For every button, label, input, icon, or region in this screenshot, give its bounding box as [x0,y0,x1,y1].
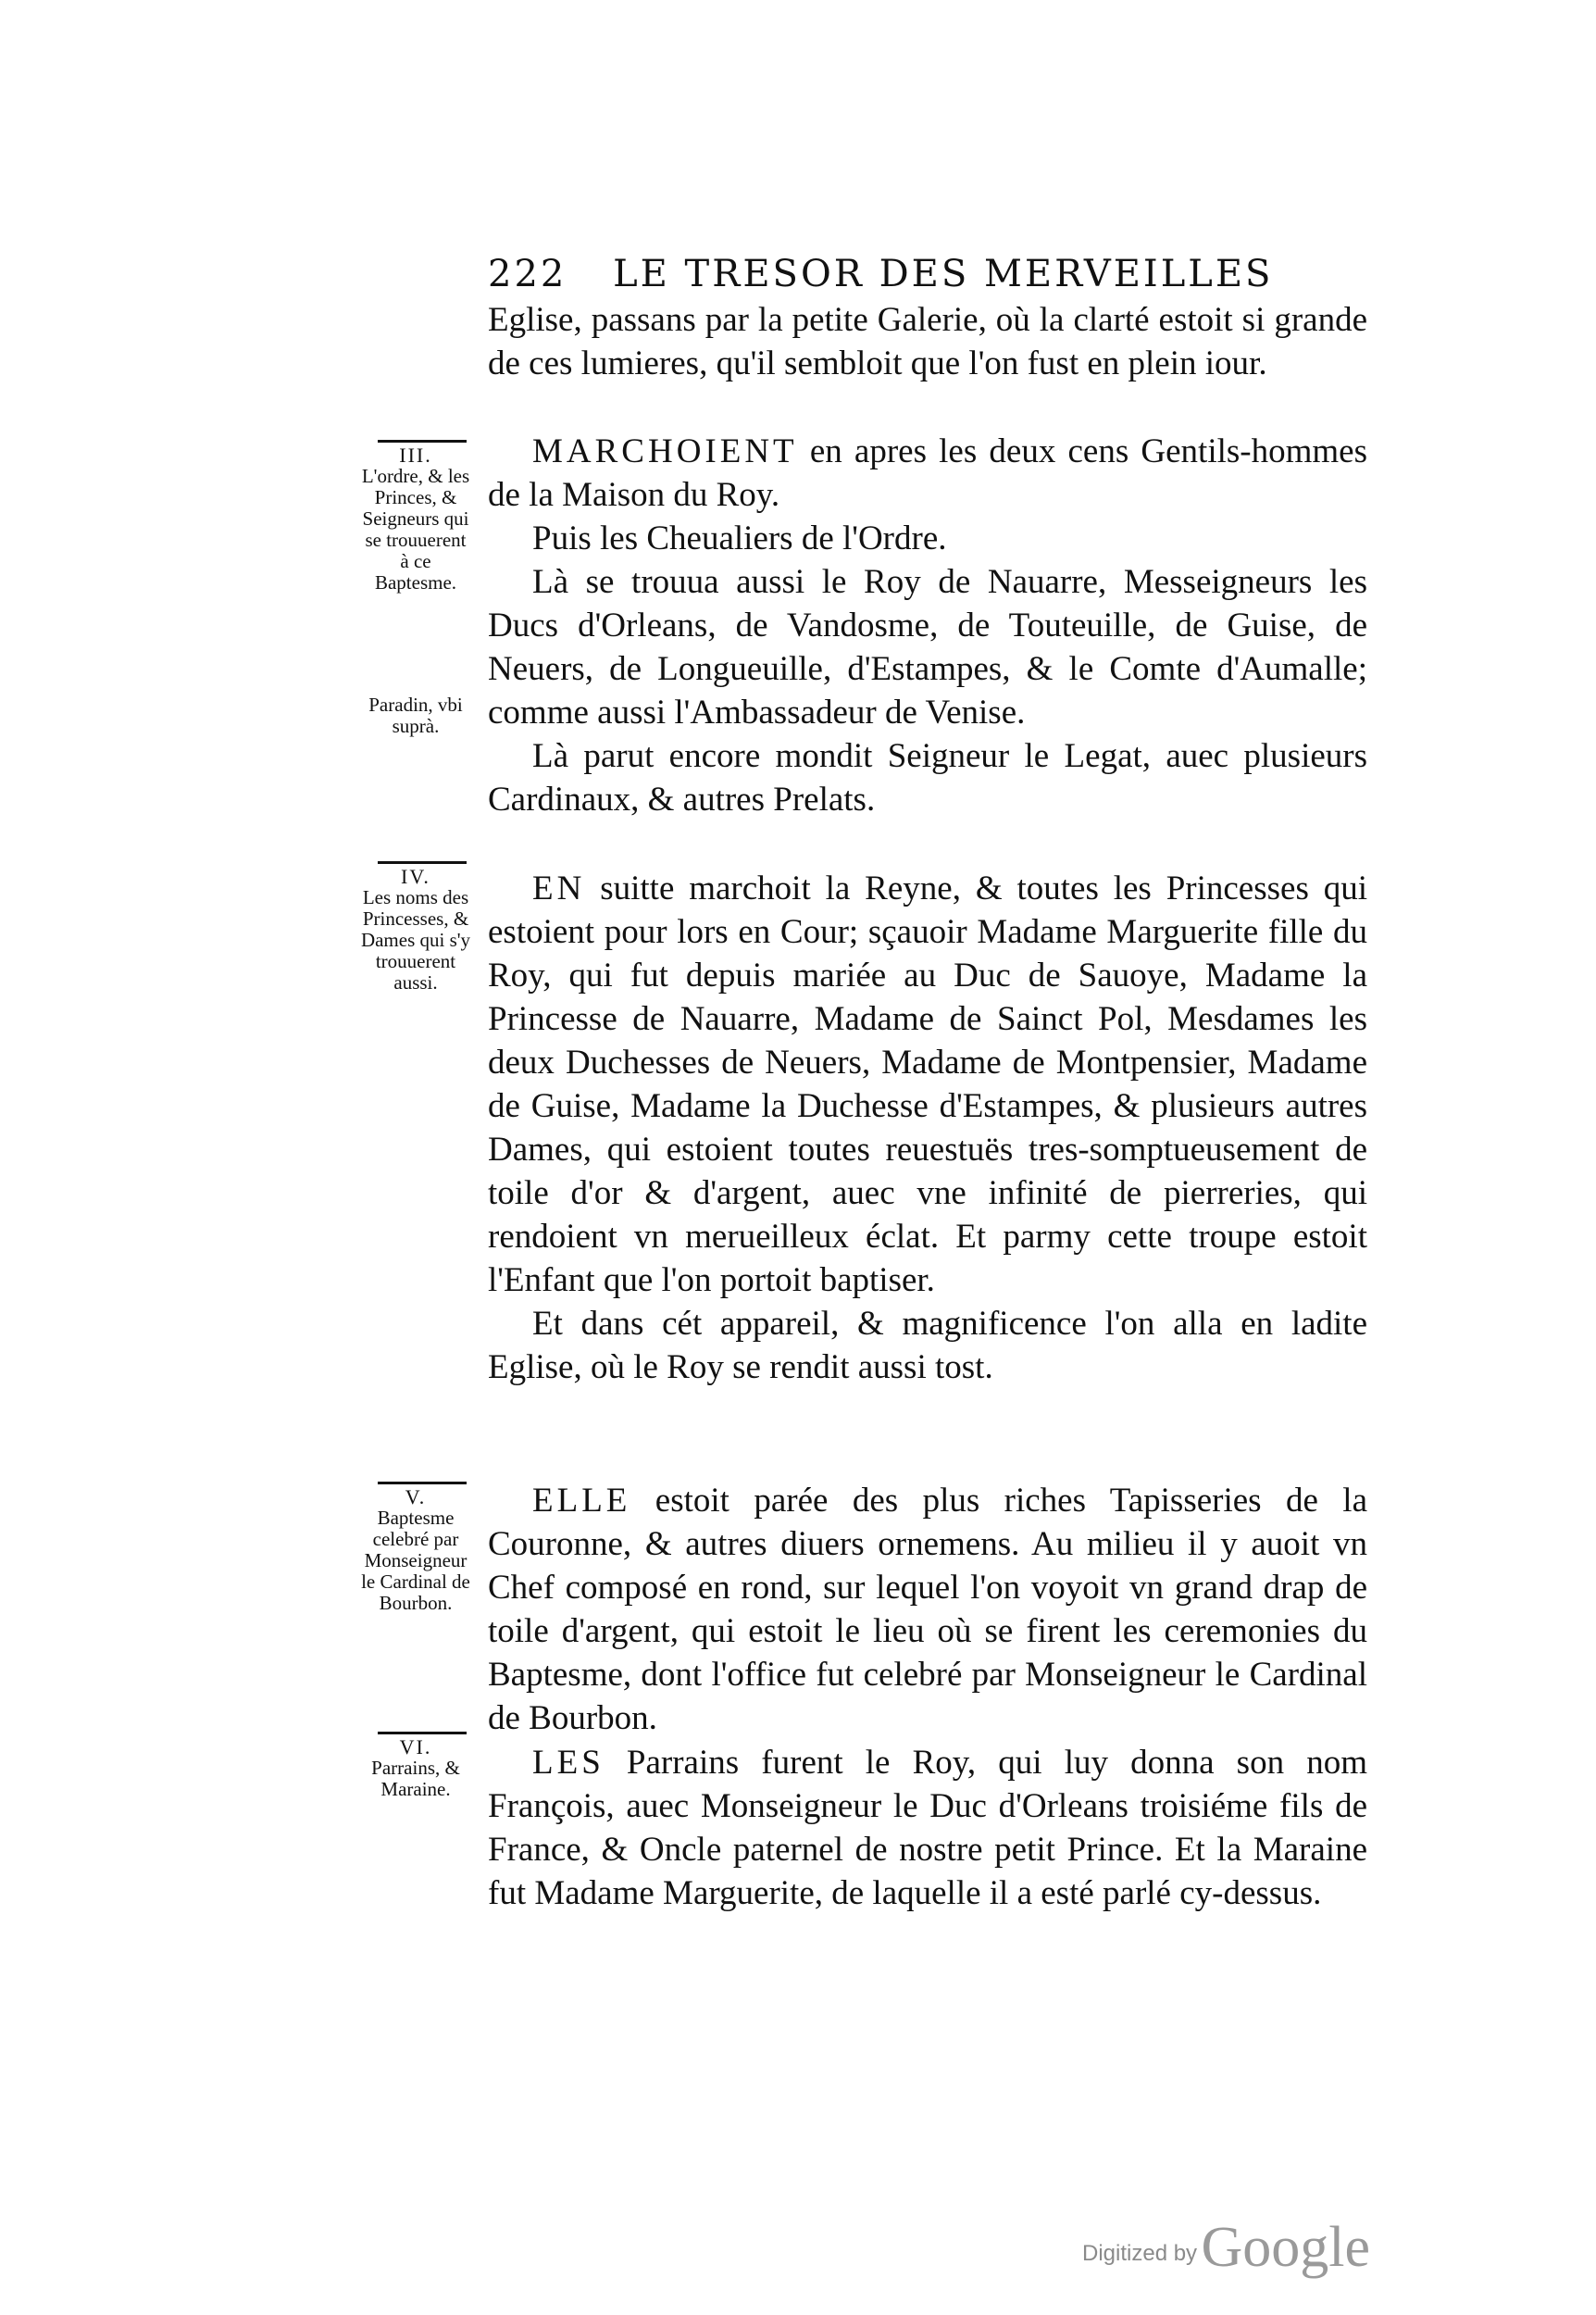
paragraph-2 [488,430,1367,517]
paragraph-5: Là parut encore mondit Seigneur le Legat, auec plusieurs Cardinaux, & autres Prelats. [488,737,1367,819]
paragraph-9 [488,1741,1367,1915]
section-number: IV. [401,865,430,888]
margin-note-text: Baptesme celebré par Monseigneur le Cardinal de Bourbon. [361,1507,470,1614]
section-number: V. [405,1485,427,1508]
paragraph-8-text: estoit parée des plus riches Tapisseries de la Couronne, & autres diuers ornemens. Au milieu il y auoit vn Chef composé en rond, sur lequel l'on voyoit vn grand drap de toile d'argent, qui estoit le lieu où se firent les ceremonies du Baptesme, dont l'office fut celebré par Monseigneur le Cardinal de Bourbon. [488,1482,1367,1737]
section-number: VI. [399,1735,432,1758]
paragraph-6-text: suitte marchoit la Reyne, & toutes les Princesses qui estoient pour lors en Cour; sçauoir Madame Marguerite fille du Roy, qui fut depuis mariée au Duc de Sauoye, Madame la Princesse de Nauarre, Madame de Sainct Pol, Mesdames les deux Duchesses de Neuers, Madame de Montpensier, Madame de Guise, Madame la Duchesse d'Estampes, & plusieurs autres Dames, qui estoient toutes reuestuës tres-somptueusement de toile d'or & d'argent, auec vne infinité de pierreries, qui rendoient vn merueilleux éclat. Et parmy cette troupe estoit l'Enfant que l'on portoit baptiser. [488,870,1367,1299]
margin-reference: Paradin, vbi suprà. [368,694,463,737]
margin-rule [378,1732,467,1734]
paragraph-3: Puis les Cheualiers de l'Ordre. [532,519,947,557]
paragraph-9-lead: LES [532,1744,605,1782]
margin-note-3 [359,440,472,594]
paragraph-6 [488,867,1367,1302]
paragraph-7: Et dans cét appareil, & magnificence l'on alla en ladite Eglise, où le Roy se rendit aussi tost. [488,1305,1367,1386]
digitized-by-label: Digitized by [1082,2241,1198,2266]
margin-note-6 [359,1732,472,1800]
section-number: III. [399,444,432,467]
margin-rule [378,861,467,864]
paragraph-4: Là se trouua aussi le Roy de Nauarre, Messeigneurs les Ducs d'Orleans, de Vandosme, de Touteuille, de Guise, de Neuers, de Longueuille, d'Estampes, & le Comte d'Aumalle; comme aussi l'Ambassadeur de Venise. [488,563,1367,732]
page-number: 222 [488,253,567,295]
margin-note-4 [359,861,472,994]
google-logo: Google [1201,2216,1371,2279]
paragraph-2-lead: MARCHOIENT [532,432,798,470]
margin-note-5 [359,1482,472,1614]
paragraph-9-text: Parrains furent le Roy, qui luy donna son nom François, auec Monseigneur le Duc d'Orleans troisiéme fils de France, & Oncle paternel de nostre petit Prince. Et la Maraine fut Madame Marguerite, de laquelle il a esté parlé cy-dessus. [488,1744,1367,1912]
paragraph-6-lead: EN [532,870,586,907]
body-text-section-6 [488,1741,1367,1915]
margin-note-text: L'ordre, & les Princes, & Seigneurs qui se trouuerent à ce Baptesme. [361,465,470,594]
paragraph-1: Eglise, passans par la petite Galerie, où la clarté estoit si grande de ces lumieres, qu'il sembloit que l'on fust en plein iour. [488,301,1367,382]
body-text-section-5 [488,1479,1367,1740]
body-text [488,298,1367,385]
paragraph-8 [488,1479,1367,1740]
margin-rule [378,1482,467,1484]
body-text-section-3 [488,430,1367,821]
digitized-watermark [1082,2215,1370,2281]
body-text-section-4 [488,867,1367,1389]
margin-rule [378,440,467,443]
running-title: LE TRESOR DES MERVEILLES [613,253,1274,295]
margin-note-text: Les noms des Princesses, & Dames qui s'y trouuerent aussi. [360,886,471,994]
paragraph-8-lead: ELLE [532,1482,631,1520]
running-header [488,253,1367,295]
margin-note-text: Parrains, & Maraine. [371,1757,460,1800]
paragraph-2-text: en apres les deux cens Gentils-hommes de la Maison du Roy. [488,432,1367,514]
